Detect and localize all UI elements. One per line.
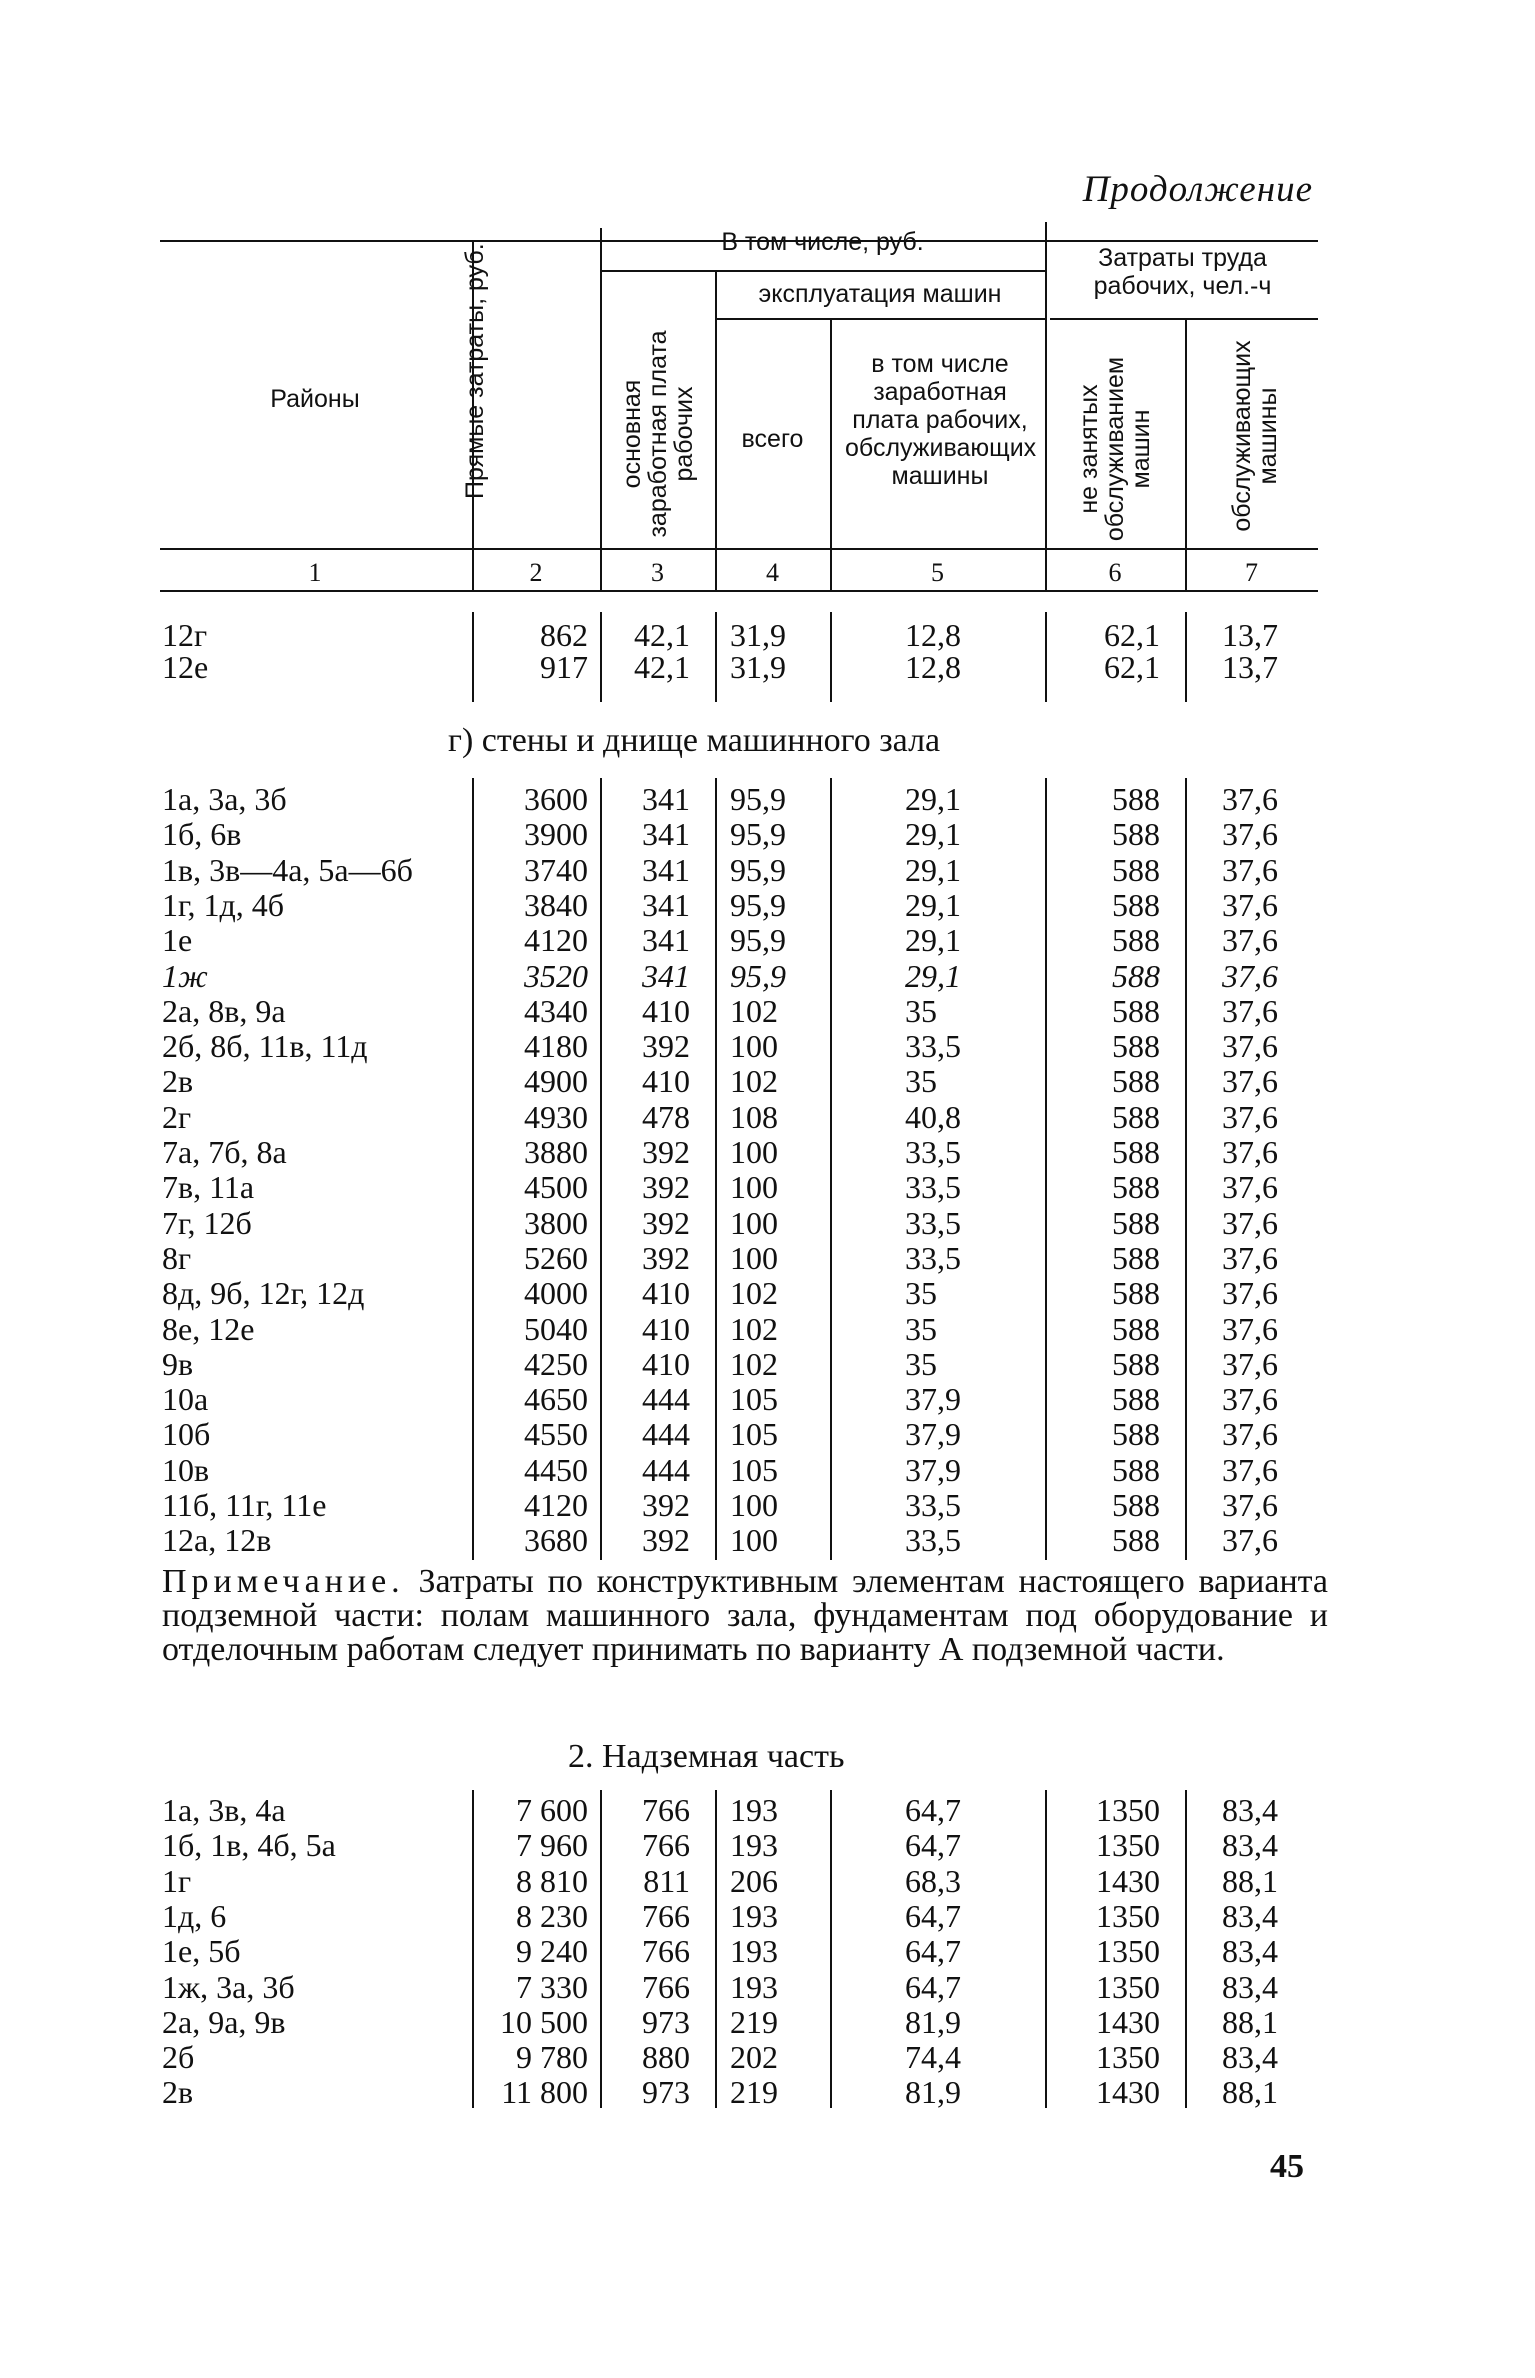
continuation-label: Продолжение bbox=[1082, 169, 1313, 210]
cell-labor-not-busy: 588 bbox=[1112, 922, 1160, 959]
row-region: 7а, 7б, 8а bbox=[162, 1134, 287, 1170]
header-vline bbox=[1045, 222, 1047, 590]
cell-exploit-wage: 64,7 bbox=[905, 1792, 961, 1828]
cell-direct-costs: 10 500 bbox=[500, 2003, 588, 2040]
cell-labor-servicing: 37,6 bbox=[1222, 1381, 1278, 1418]
header-direct-costs: Прямые затраты, руб. bbox=[461, 243, 489, 499]
cell-exploit-wage: 64,7 bbox=[905, 1933, 961, 1970]
col-divider bbox=[1045, 1790, 1047, 2108]
cell-direct-costs: 7 600 bbox=[516, 1792, 588, 1828]
cell-exploit-total: 102 bbox=[730, 1275, 778, 1312]
cell-direct-costs: 917 bbox=[540, 649, 588, 685]
cell-exploit-wage: 33,5 bbox=[905, 1169, 961, 1206]
cell-labor-not-busy: 588 bbox=[1112, 1098, 1160, 1135]
header-incl: В том числе, руб. bbox=[721, 228, 924, 256]
cell-direct-costs: 4930 bbox=[524, 1098, 588, 1135]
cell-exploit-wage: 64,7 bbox=[905, 1897, 961, 1934]
header-exploit-rule bbox=[715, 318, 1045, 320]
row-region: 12е bbox=[162, 649, 209, 685]
cell-exploit-total: 100 bbox=[730, 1522, 778, 1559]
cell-base-wage: 444 bbox=[642, 1381, 690, 1418]
row-region: 12г bbox=[162, 617, 208, 653]
cell-labor-servicing: 37,6 bbox=[1222, 922, 1278, 959]
cell-exploit-total: 193 bbox=[730, 1897, 778, 1934]
col-divider bbox=[715, 1790, 717, 2108]
row-region: 9в bbox=[162, 1345, 194, 1382]
cell-base-wage: 42,1 bbox=[634, 617, 690, 653]
cell-direct-costs: 3800 bbox=[524, 1204, 588, 1241]
cell-base-wage: 392 bbox=[642, 1487, 690, 1523]
cell-exploit-wage: 33,5 bbox=[905, 1028, 961, 1065]
cell-exploit-total: 206 bbox=[730, 1862, 778, 1899]
cell-labor-servicing: 83,4 bbox=[1222, 2039, 1278, 2076]
cell-labor-servicing: 83,4 bbox=[1222, 1827, 1278, 1864]
col-divider bbox=[600, 612, 602, 702]
col-divider bbox=[1185, 1790, 1187, 2108]
cell-base-wage: 341 bbox=[642, 922, 690, 959]
cell-exploit-total: 100 bbox=[730, 1169, 778, 1206]
cell-base-wage: 341 bbox=[642, 886, 690, 923]
cell-labor-not-busy: 588 bbox=[1112, 1487, 1160, 1523]
cell-exploit-wage: 40,8 bbox=[905, 1098, 961, 1135]
col-divider bbox=[1185, 612, 1187, 702]
cell-labor-not-busy: 1350 bbox=[1096, 1827, 1160, 1864]
cell-labor-servicing: 37,6 bbox=[1222, 851, 1278, 888]
cell-direct-costs: 4550 bbox=[524, 1416, 588, 1453]
cell-direct-costs: 862 bbox=[540, 617, 588, 653]
header-vline bbox=[1185, 318, 1187, 590]
cell-base-wage: 444 bbox=[642, 1451, 690, 1488]
cell-exploit-wage: 37,9 bbox=[905, 1451, 961, 1488]
cell-exploit-wage: 29,1 bbox=[905, 781, 961, 817]
row-region: 1е, 5б bbox=[162, 1933, 241, 1970]
cell-exploit-total: 100 bbox=[730, 1487, 778, 1523]
cell-exploit-total: 95,9 bbox=[730, 922, 786, 959]
row-region: 1ж bbox=[162, 957, 208, 994]
cell-base-wage: 973 bbox=[642, 2003, 690, 2040]
cell-base-wage: 341 bbox=[642, 816, 690, 853]
cell-direct-costs: 8 810 bbox=[516, 1862, 588, 1899]
col-number: 7 bbox=[1245, 558, 1258, 587]
cell-labor-servicing: 13,7 bbox=[1222, 617, 1278, 653]
row-region: 1ж, 3а, 3б bbox=[162, 1968, 295, 2005]
cell-exploit-wage: 29,1 bbox=[905, 922, 961, 959]
cell-labor-servicing: 83,4 bbox=[1222, 1897, 1278, 1934]
cell-direct-costs: 7 960 bbox=[516, 1827, 588, 1864]
header-total: всего bbox=[741, 425, 804, 453]
col-number: 1 bbox=[308, 558, 322, 587]
header-vline bbox=[600, 228, 602, 590]
cell-exploit-total: 95,9 bbox=[730, 957, 786, 994]
row-region: 2б bbox=[162, 2039, 195, 2076]
col-divider bbox=[830, 1790, 832, 2108]
cell-labor-servicing: 37,6 bbox=[1222, 1345, 1278, 1382]
header-vline bbox=[830, 318, 832, 590]
note-text: Затраты по конструктивным элементам настоящего варианта подземной части: полам машинного зала, фундаментам под оборудование и отделочным работам следует принимать по варианту А подземной части. bbox=[162, 1563, 1329, 1668]
row-region: 10б bbox=[162, 1416, 211, 1453]
cell-exploit-total: 95,9 bbox=[730, 851, 786, 888]
cell-exploit-wage: 33,5 bbox=[905, 1134, 961, 1170]
cell-labor-servicing: 37,6 bbox=[1222, 1239, 1278, 1276]
cell-labor-not-busy: 588 bbox=[1112, 1416, 1160, 1453]
cell-direct-costs: 3740 bbox=[524, 851, 588, 888]
cell-exploit-total: 193 bbox=[730, 1827, 778, 1864]
row-region: 1а, 3в, 4а bbox=[162, 1792, 286, 1828]
cell-exploit-wage: 33,5 bbox=[905, 1239, 961, 1276]
cell-labor-servicing: 13,7 bbox=[1222, 649, 1278, 685]
note-label: Примечание. bbox=[162, 1563, 405, 1600]
cell-labor-not-busy: 1350 bbox=[1096, 1968, 1160, 2005]
row-region: 2а, 9а, 9в bbox=[162, 2003, 286, 2040]
cell-labor-servicing: 37,6 bbox=[1222, 1028, 1278, 1065]
cell-labor-not-busy: 588 bbox=[1112, 1169, 1160, 1206]
cell-labor-servicing: 37,6 bbox=[1222, 1134, 1278, 1170]
cell-exploit-total: 102 bbox=[730, 1063, 778, 1100]
cell-base-wage: 341 bbox=[642, 957, 690, 994]
cell-base-wage: 766 bbox=[642, 1897, 690, 1934]
row-region: 1б, 1в, 4б, 5а bbox=[162, 1827, 336, 1864]
cell-direct-costs: 3520 bbox=[524, 957, 588, 994]
row-region: 1д, 6 bbox=[162, 1897, 227, 1934]
cell-labor-servicing: 88,1 bbox=[1222, 2003, 1278, 2040]
cell-exploit-total: 193 bbox=[730, 1968, 778, 2005]
row-region: 8г bbox=[162, 1239, 192, 1276]
row-region: 8е, 12е bbox=[162, 1310, 255, 1347]
section-g-caption: г) стены и днище машинного зала bbox=[448, 722, 941, 759]
cell-exploit-wage: 64,7 bbox=[905, 1968, 961, 2005]
header-regions: Районы bbox=[270, 385, 360, 413]
cell-direct-costs: 4340 bbox=[524, 992, 588, 1029]
cell-exploit-total: 102 bbox=[730, 992, 778, 1029]
cell-exploit-wage: 74,4 bbox=[905, 2039, 961, 2076]
cell-base-wage: 811 bbox=[643, 1862, 690, 1899]
cell-labor-servicing: 83,4 bbox=[1222, 1792, 1278, 1828]
cell-direct-costs: 3840 bbox=[524, 886, 588, 923]
cell-labor-not-busy: 588 bbox=[1112, 957, 1160, 994]
cell-labor-not-busy: 588 bbox=[1112, 1310, 1160, 1347]
cell-exploit-total: 105 bbox=[730, 1416, 778, 1453]
cell-exploit-total: 100 bbox=[730, 1239, 778, 1276]
cell-exploit-wage: 12,8 bbox=[905, 617, 961, 653]
cell-direct-costs: 4900 bbox=[524, 1063, 588, 1100]
cell-labor-not-busy: 588 bbox=[1112, 1275, 1160, 1312]
cell-exploit-wage: 29,1 bbox=[905, 851, 961, 888]
cell-exploit-wage: 35 bbox=[905, 1275, 937, 1312]
cell-labor-not-busy: 1350 bbox=[1096, 1897, 1160, 1934]
col-divider bbox=[1045, 612, 1047, 702]
cell-direct-costs: 4120 bbox=[524, 922, 588, 959]
col-number: 4 bbox=[766, 558, 779, 587]
cell-exploit-total: 31,9 bbox=[730, 649, 786, 685]
cell-labor-not-busy: 588 bbox=[1112, 1345, 1160, 1382]
cell-labor-servicing: 37,6 bbox=[1222, 1522, 1278, 1559]
cell-exploit-total: 100 bbox=[730, 1028, 778, 1065]
cell-base-wage: 410 bbox=[642, 992, 690, 1029]
cell-exploit-total: 100 bbox=[730, 1204, 778, 1241]
cell-exploit-wage: 33,5 bbox=[905, 1204, 961, 1241]
cell-direct-costs: 3680 bbox=[524, 1522, 588, 1559]
cell-base-wage: 766 bbox=[642, 1792, 690, 1828]
cell-labor-not-busy: 588 bbox=[1112, 1134, 1160, 1170]
cell-labor-servicing: 37,6 bbox=[1222, 1416, 1278, 1453]
row-region: 2г bbox=[162, 1098, 192, 1135]
cell-labor-not-busy: 588 bbox=[1112, 851, 1160, 888]
cell-exploit-total: 193 bbox=[730, 1792, 778, 1828]
cell-exploit-total: 102 bbox=[730, 1310, 778, 1347]
cell-labor-servicing: 37,6 bbox=[1222, 816, 1278, 853]
cell-labor-servicing: 83,4 bbox=[1222, 1933, 1278, 1970]
col-number: 5 bbox=[931, 558, 944, 587]
cell-labor-not-busy: 588 bbox=[1112, 1239, 1160, 1276]
cell-base-wage: 392 bbox=[642, 1134, 690, 1170]
cell-exploit-wage: 35 bbox=[905, 1310, 937, 1347]
cell-exploit-total: 219 bbox=[730, 2074, 778, 2111]
cell-exploit-wage: 12,8 bbox=[905, 649, 961, 685]
row-region: 11б, 11г, 11е bbox=[162, 1487, 327, 1523]
cell-direct-costs: 4250 bbox=[524, 1345, 588, 1382]
col-divider bbox=[830, 778, 832, 1560]
row-region: 1в, 3в—4а, 5а—6б bbox=[162, 851, 413, 888]
header-labor: Затраты труда рабочих, чел.-ч bbox=[1093, 244, 1272, 300]
row-region: 2а, 8в, 9а bbox=[162, 992, 286, 1029]
col-divider bbox=[715, 612, 717, 702]
col-divider bbox=[600, 1790, 602, 2108]
cell-direct-costs: 3900 bbox=[524, 816, 588, 853]
cell-labor-servicing: 37,6 bbox=[1222, 1063, 1278, 1100]
cell-labor-not-busy: 62,1 bbox=[1104, 617, 1160, 653]
cell-exploit-wage: 29,1 bbox=[905, 957, 961, 994]
col-number: 2 bbox=[529, 558, 543, 587]
row-region: 1б, 6в bbox=[162, 816, 242, 853]
cell-base-wage: 392 bbox=[642, 1028, 690, 1065]
cell-base-wage: 42,1 bbox=[634, 649, 690, 685]
cell-exploit-total: 102 bbox=[730, 1345, 778, 1382]
col-divider bbox=[715, 778, 717, 1560]
cell-exploit-wage: 33,5 bbox=[905, 1522, 961, 1559]
row-region: 1г bbox=[162, 1862, 192, 1899]
row-region: 8д, 9б, 12г, 12д bbox=[162, 1275, 365, 1312]
cell-labor-servicing: 37,6 bbox=[1222, 992, 1278, 1029]
col-divider bbox=[1045, 778, 1047, 1560]
col-number: 6 bbox=[1108, 558, 1122, 587]
note bbox=[162, 1565, 1328, 1667]
cell-exploit-wage: 35 bbox=[905, 992, 937, 1029]
cell-base-wage: 478 bbox=[642, 1098, 690, 1135]
cell-direct-costs: 11 800 bbox=[501, 2074, 588, 2111]
cell-exploit-total: 100 bbox=[730, 1134, 778, 1170]
cell-labor-not-busy: 588 bbox=[1112, 992, 1160, 1029]
page-number: 45 bbox=[1270, 2148, 1304, 2185]
cell-exploit-wage: 68,3 bbox=[905, 1862, 961, 1899]
cell-exploit-total: 219 bbox=[730, 2003, 778, 2040]
cell-base-wage: 392 bbox=[642, 1522, 690, 1559]
col-divider bbox=[472, 612, 474, 702]
cell-exploit-total: 202 bbox=[730, 2039, 778, 2076]
row-region: 1е bbox=[162, 922, 193, 959]
cell-exploit-total: 108 bbox=[730, 1098, 778, 1135]
col-divider bbox=[600, 778, 602, 1560]
cell-exploit-wage: 29,1 bbox=[905, 816, 961, 853]
cell-labor-servicing: 83,4 bbox=[1222, 1968, 1278, 2005]
cell-labor-not-busy: 588 bbox=[1112, 1381, 1160, 1418]
row-region: 2в bbox=[162, 1063, 194, 1100]
cell-base-wage: 444 bbox=[642, 1416, 690, 1453]
cell-direct-costs: 9 780 bbox=[516, 2039, 588, 2076]
cell-exploit-total: 95,9 bbox=[730, 816, 786, 853]
row-region: 2в bbox=[162, 2074, 194, 2111]
cell-labor-servicing: 37,6 bbox=[1222, 1487, 1278, 1523]
cell-exploit-total: 105 bbox=[730, 1381, 778, 1418]
header-servicing: обслуживающих машины bbox=[1228, 340, 1282, 532]
cell-base-wage: 766 bbox=[642, 1968, 690, 2005]
cell-labor-not-busy: 588 bbox=[1112, 1451, 1160, 1488]
cell-base-wage: 392 bbox=[642, 1239, 690, 1276]
header-incl-rule bbox=[600, 270, 1045, 272]
cell-base-wage: 410 bbox=[642, 1310, 690, 1347]
cell-labor-servicing: 37,6 bbox=[1222, 1204, 1278, 1241]
cell-labor-not-busy: 588 bbox=[1112, 1204, 1160, 1241]
cell-direct-costs: 9 240 bbox=[516, 1933, 588, 1970]
cell-direct-costs: 4450 bbox=[524, 1451, 588, 1488]
col-divider bbox=[830, 612, 832, 702]
cell-base-wage: 410 bbox=[642, 1063, 690, 1100]
header-base-wage: основная заработная плата рабочих bbox=[618, 330, 698, 538]
cell-labor-not-busy: 1350 bbox=[1096, 2039, 1160, 2076]
row-region: 1г, 1д, 4б bbox=[162, 886, 285, 923]
cell-direct-costs: 3600 bbox=[524, 781, 588, 817]
cell-exploit-wage: 35 bbox=[905, 1345, 937, 1382]
cell-labor-not-busy: 1350 bbox=[1096, 1792, 1160, 1828]
cell-exploit-total: 95,9 bbox=[730, 781, 786, 817]
cell-exploit-wage: 81,9 bbox=[905, 2003, 961, 2040]
cell-labor-servicing: 88,1 bbox=[1222, 2074, 1278, 2111]
cell-base-wage: 410 bbox=[642, 1275, 690, 1312]
cell-labor-servicing: 37,6 bbox=[1222, 1451, 1278, 1488]
row-region: 12а, 12в bbox=[162, 1522, 272, 1559]
cell-labor-servicing: 37,6 bbox=[1222, 1310, 1278, 1347]
cell-labor-not-busy: 1430 bbox=[1096, 2003, 1160, 2040]
row-region: 1а, 3а, 3б bbox=[162, 781, 287, 817]
cell-base-wage: 392 bbox=[642, 1204, 690, 1241]
cell-direct-costs: 4650 bbox=[524, 1381, 588, 1418]
col-divider bbox=[1185, 778, 1187, 1560]
cell-direct-costs: 5040 bbox=[524, 1310, 588, 1347]
cell-direct-costs: 3880 bbox=[524, 1134, 588, 1170]
cell-labor-not-busy: 588 bbox=[1112, 886, 1160, 923]
cell-labor-not-busy: 62,1 bbox=[1104, 649, 1160, 685]
cell-labor-not-busy: 1430 bbox=[1096, 1862, 1160, 1899]
cell-base-wage: 766 bbox=[642, 1827, 690, 1864]
header-labor-rule bbox=[1050, 318, 1318, 320]
cell-exploit-total: 31,9 bbox=[730, 617, 786, 653]
cell-exploit-wage: 29,1 bbox=[905, 886, 961, 923]
row-region: 10в bbox=[162, 1451, 210, 1488]
cell-labor-not-busy: 588 bbox=[1112, 1522, 1160, 1559]
cell-labor-servicing: 88,1 bbox=[1222, 1862, 1278, 1899]
col-divider bbox=[472, 1790, 474, 2108]
header-incl-wage: в том числе заработная плата рабочих, обслуживающих машины bbox=[845, 350, 1037, 490]
cell-direct-costs: 4180 bbox=[524, 1028, 588, 1065]
cell-labor-not-busy: 1350 bbox=[1096, 1933, 1160, 1970]
row-region: 10а bbox=[162, 1381, 209, 1418]
cell-base-wage: 341 bbox=[642, 851, 690, 888]
cell-direct-costs: 8 230 bbox=[516, 1897, 588, 1934]
cell-exploit-wage: 33,5 bbox=[905, 1487, 961, 1523]
row-region: 7в, 11а bbox=[162, 1169, 255, 1206]
cell-labor-servicing: 37,6 bbox=[1222, 1275, 1278, 1312]
cell-exploit-wage: 37,9 bbox=[905, 1416, 961, 1453]
cell-labor-not-busy: 1430 bbox=[1096, 2074, 1160, 2111]
cell-labor-servicing: 37,6 bbox=[1222, 1169, 1278, 1206]
cell-exploit-wage: 64,7 bbox=[905, 1827, 961, 1864]
cell-direct-costs: 7 330 bbox=[516, 1968, 588, 2005]
cell-direct-costs: 5260 bbox=[524, 1239, 588, 1276]
cell-labor-not-busy: 588 bbox=[1112, 1028, 1160, 1065]
colnum-rule bbox=[160, 590, 1318, 592]
cell-exploit-total: 105 bbox=[730, 1451, 778, 1488]
cell-labor-not-busy: 588 bbox=[1112, 816, 1160, 853]
cell-labor-servicing: 37,6 bbox=[1222, 886, 1278, 923]
col-divider bbox=[472, 778, 474, 1560]
cell-base-wage: 880 bbox=[642, 2039, 690, 2076]
section2-caption: 2. Надземная часть bbox=[568, 1738, 845, 1775]
cell-exploit-total: 193 bbox=[730, 1933, 778, 1970]
cell-base-wage: 766 bbox=[642, 1933, 690, 1970]
cell-exploit-wage: 37,9 bbox=[905, 1381, 961, 1418]
cell-labor-servicing: 37,6 bbox=[1222, 781, 1278, 817]
cell-base-wage: 341 bbox=[642, 781, 690, 817]
cell-labor-not-busy: 588 bbox=[1112, 1063, 1160, 1100]
cell-direct-costs: 4500 bbox=[524, 1169, 588, 1206]
cell-base-wage: 973 bbox=[642, 2074, 690, 2111]
cell-labor-not-busy: 588 bbox=[1112, 781, 1160, 817]
cell-exploit-total: 95,9 bbox=[730, 886, 786, 923]
cell-direct-costs: 4120 bbox=[524, 1487, 588, 1523]
cell-labor-servicing: 37,6 bbox=[1222, 957, 1278, 994]
cell-base-wage: 410 bbox=[642, 1345, 690, 1382]
cell-base-wage: 392 bbox=[642, 1169, 690, 1206]
row-region: 7г, 12б bbox=[162, 1204, 252, 1241]
header-not-busy: не занятых обслуживанием машин bbox=[1075, 356, 1155, 542]
cell-exploit-wage: 81,9 bbox=[905, 2074, 961, 2111]
cell-direct-costs: 4000 bbox=[524, 1275, 588, 1312]
header-exploit: эксплуатация машин bbox=[758, 280, 1002, 308]
cell-labor-servicing: 37,6 bbox=[1222, 1098, 1278, 1135]
row-region: 2б, 8б, 11в, 11д bbox=[162, 1028, 368, 1065]
col-number: 3 bbox=[651, 558, 664, 587]
cell-exploit-wage: 35 bbox=[905, 1063, 937, 1100]
